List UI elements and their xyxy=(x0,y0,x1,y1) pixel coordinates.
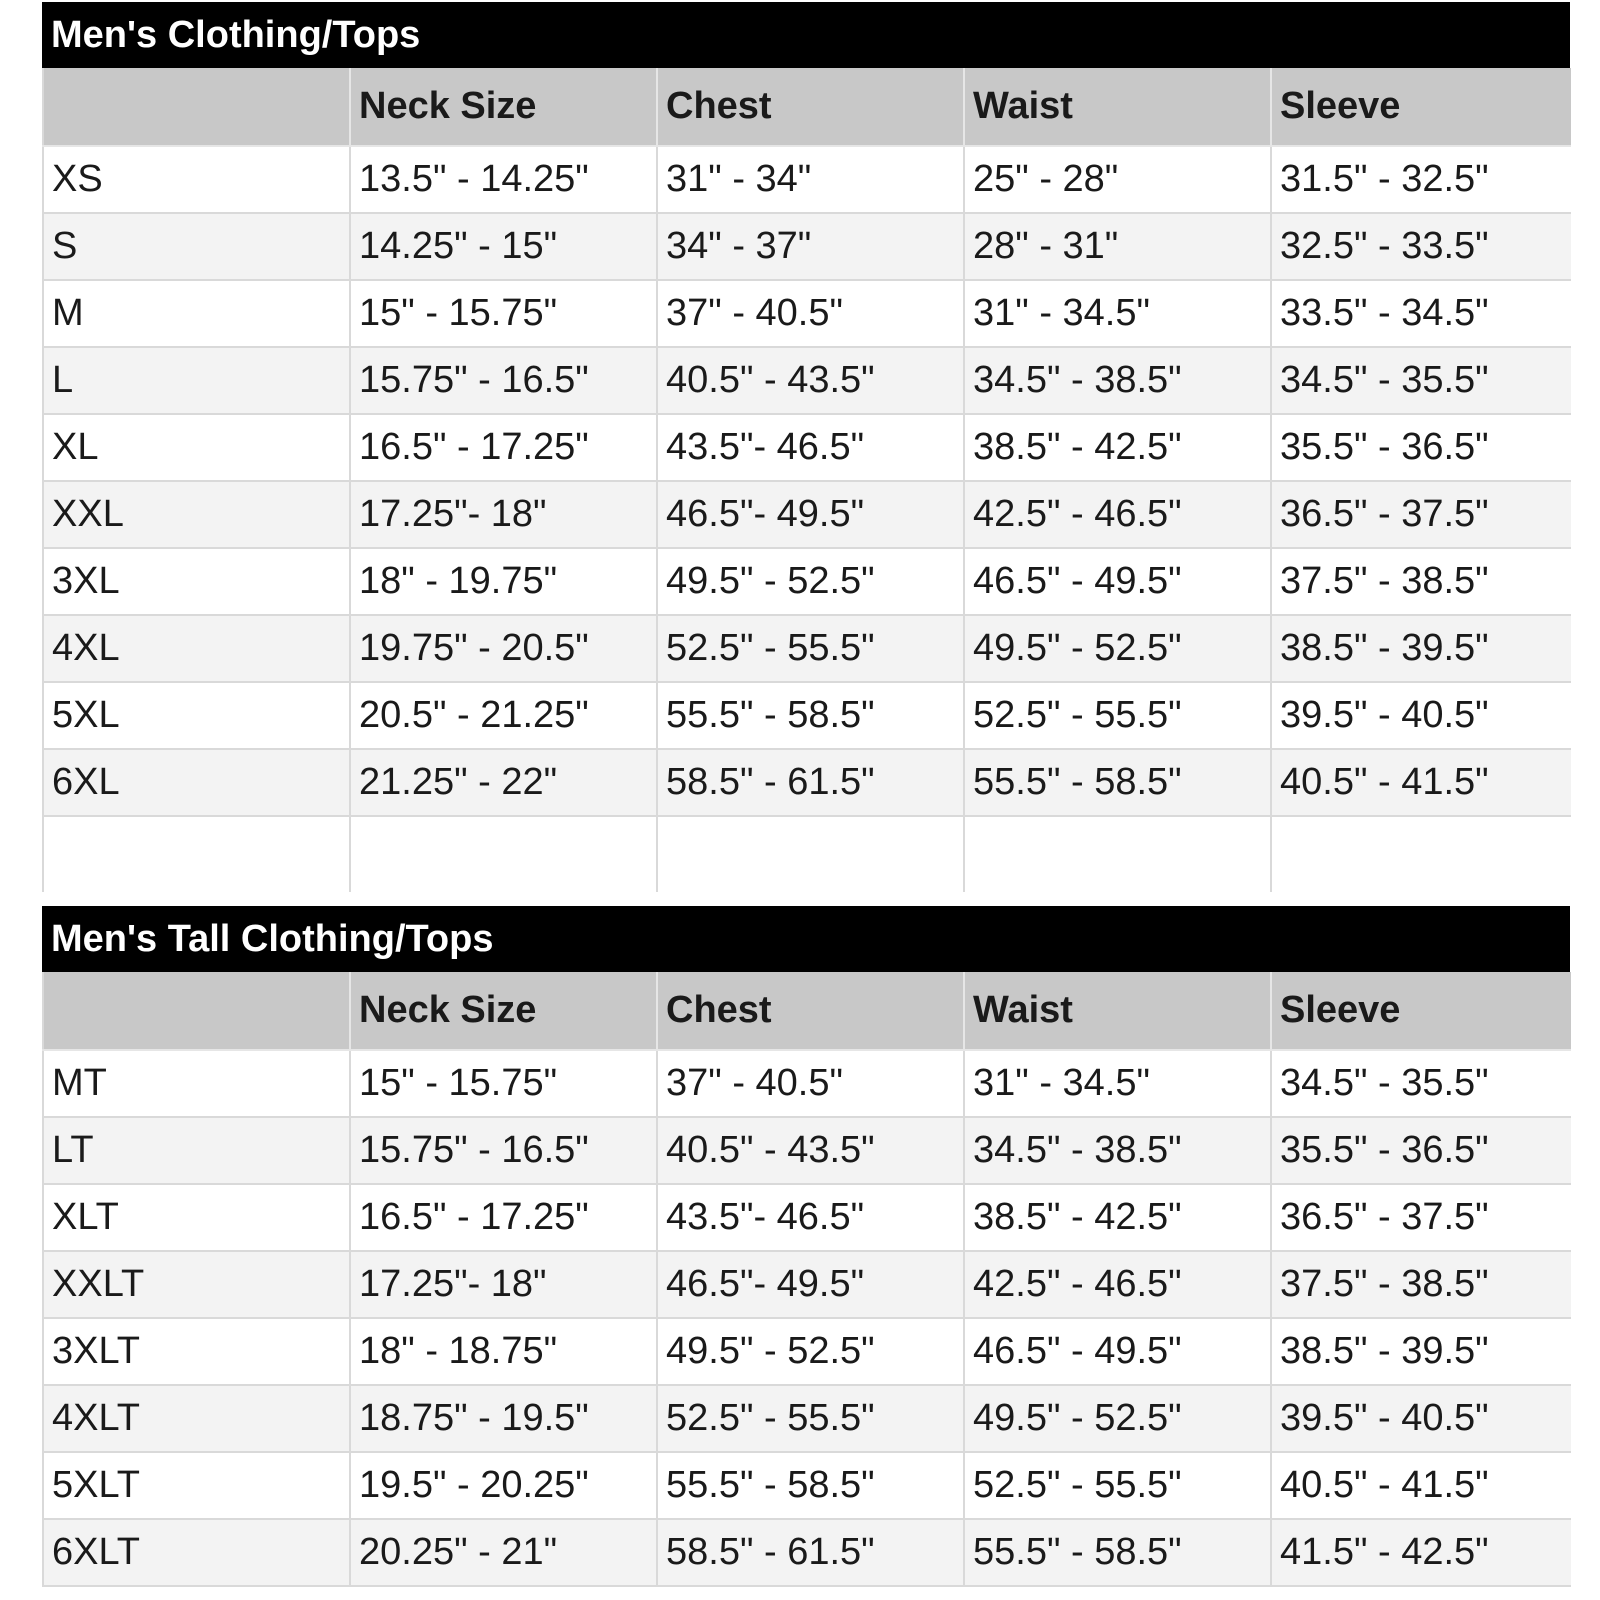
table-row xyxy=(43,347,1571,414)
chest-header: Chest xyxy=(657,68,964,146)
sleeve-cell: 36.5" - 37.5" xyxy=(1271,1184,1571,1251)
size-label-cell: XLT xyxy=(43,1184,350,1251)
neck-size-cell: 13.5" - 14.25" xyxy=(350,146,657,213)
size-label-cell: 4XLT xyxy=(43,1385,350,1452)
chest-cell: 58.5" - 61.5" xyxy=(657,1519,964,1586)
sleeve-header: Sleeve xyxy=(1271,68,1571,146)
table-row xyxy=(43,414,1571,481)
sleeve-cell: 39.5" - 40.5" xyxy=(1271,1385,1571,1452)
chest-cell: 52.5" - 55.5" xyxy=(657,615,964,682)
sleeve-header: Sleeve xyxy=(1271,972,1571,1050)
waist-cell: 52.5" - 55.5" xyxy=(964,682,1271,749)
sleeve-cell: 31.5" - 32.5" xyxy=(1271,146,1571,213)
chest-cell: 55.5" - 58.5" xyxy=(657,1452,964,1519)
chest-cell: 34" - 37" xyxy=(657,213,964,280)
waist-cell: 55.5" - 58.5" xyxy=(964,749,1271,816)
table-header xyxy=(43,68,1571,146)
table-body xyxy=(43,146,1571,892)
sleeve-cell: 34.5" - 35.5" xyxy=(1271,1050,1571,1117)
size-label-cell: 3XL xyxy=(43,548,350,615)
neck-size-header: Neck Size xyxy=(350,972,657,1050)
waist-header: Waist xyxy=(964,972,1271,1050)
size-table xyxy=(42,68,1571,892)
waist-cell: 28" - 31" xyxy=(964,213,1271,280)
chest-cell: 58.5" - 61.5" xyxy=(657,749,964,816)
sleeve-cell: 37.5" - 38.5" xyxy=(1271,548,1571,615)
neck-size-cell: 18.75" - 19.5" xyxy=(350,1385,657,1452)
sleeve-cell: 35.5" - 36.5" xyxy=(1271,414,1571,481)
waist-cell: 34.5" - 38.5" xyxy=(964,347,1271,414)
neck-size-cell: 15" - 15.75" xyxy=(350,1050,657,1117)
empty-cell xyxy=(350,816,657,892)
table-row xyxy=(43,481,1571,548)
neck-size-cell: 18" - 18.75" xyxy=(350,1318,657,1385)
neck-size-cell: 19.5" - 20.25" xyxy=(350,1452,657,1519)
waist-cell: 38.5" - 42.5" xyxy=(964,1184,1271,1251)
size-label-cell: L xyxy=(43,347,350,414)
table-row xyxy=(43,1117,1571,1184)
sleeve-cell: 39.5" - 40.5" xyxy=(1271,682,1571,749)
waist-cell: 42.5" - 46.5" xyxy=(964,481,1271,548)
table-row xyxy=(43,1385,1571,1452)
table-row xyxy=(43,548,1571,615)
chest-cell: 37" - 40.5" xyxy=(657,1050,964,1117)
neck-size-cell: 18" - 19.75" xyxy=(350,548,657,615)
table-body xyxy=(43,1050,1571,1586)
sleeve-cell: 40.5" - 41.5" xyxy=(1271,749,1571,816)
table-row xyxy=(43,1452,1571,1519)
mens-clothing-size-chart xyxy=(42,2,1570,892)
waist-cell: 25" - 28" xyxy=(964,146,1271,213)
waist-cell: 46.5" - 49.5" xyxy=(964,1318,1271,1385)
chest-cell: 52.5" - 55.5" xyxy=(657,1385,964,1452)
neck-size-cell: 19.75" - 20.5" xyxy=(350,615,657,682)
waist-cell: 42.5" - 46.5" xyxy=(964,1251,1271,1318)
size-label-cell: 6XLT xyxy=(43,1519,350,1586)
chest-cell: 46.5"- 49.5" xyxy=(657,481,964,548)
waist-cell: 38.5" - 42.5" xyxy=(964,414,1271,481)
size-label-cell: LT xyxy=(43,1117,350,1184)
chest-header: Chest xyxy=(657,972,964,1050)
size-label-cell: XXL xyxy=(43,481,350,548)
sleeve-cell: 33.5" - 34.5" xyxy=(1271,280,1571,347)
sleeve-cell: 38.5" - 39.5" xyxy=(1271,615,1571,682)
table-row xyxy=(43,1050,1571,1117)
empty-row xyxy=(43,816,1571,892)
size-label-cell: XL xyxy=(43,414,350,481)
size-table xyxy=(42,972,1571,1587)
table-row xyxy=(43,280,1571,347)
neck-size-cell: 15.75" - 16.5" xyxy=(350,1117,657,1184)
table-row xyxy=(43,213,1571,280)
waist-cell: 31" - 34.5" xyxy=(964,280,1271,347)
sleeve-cell: 35.5" - 36.5" xyxy=(1271,1117,1571,1184)
neck-size-cell: 16.5" - 17.25" xyxy=(350,1184,657,1251)
sleeve-cell: 36.5" - 37.5" xyxy=(1271,481,1571,548)
chest-cell: 49.5" - 52.5" xyxy=(657,548,964,615)
table-header xyxy=(43,972,1571,1050)
chest-cell: 37" - 40.5" xyxy=(657,280,964,347)
table-row xyxy=(43,682,1571,749)
waist-cell: 34.5" - 38.5" xyxy=(964,1117,1271,1184)
waist-cell: 31" - 34.5" xyxy=(964,1050,1271,1117)
mens-tall-clothing-size-chart xyxy=(42,906,1570,1587)
sleeve-cell: 38.5" - 39.5" xyxy=(1271,1318,1571,1385)
neck-size-cell: 20.5" - 21.25" xyxy=(350,682,657,749)
sleeve-cell: 40.5" - 41.5" xyxy=(1271,1452,1571,1519)
size-column-header xyxy=(43,68,350,146)
size-label-cell: M xyxy=(43,280,350,347)
waist-cell: 52.5" - 55.5" xyxy=(964,1452,1271,1519)
sleeve-cell: 32.5" - 33.5" xyxy=(1271,213,1571,280)
size-label-cell: 3XLT xyxy=(43,1318,350,1385)
chest-cell: 55.5" - 58.5" xyxy=(657,682,964,749)
waist-cell: 49.5" - 52.5" xyxy=(964,615,1271,682)
size-column-header xyxy=(43,972,350,1050)
header-row xyxy=(43,972,1571,1050)
neck-size-cell: 14.25" - 15" xyxy=(350,213,657,280)
size-label-cell: 6XL xyxy=(43,749,350,816)
table-row xyxy=(43,1251,1571,1318)
chest-cell: 43.5"- 46.5" xyxy=(657,1184,964,1251)
neck-size-header: Neck Size xyxy=(350,68,657,146)
size-label-cell: 5XL xyxy=(43,682,350,749)
neck-size-cell: 17.25"- 18" xyxy=(350,1251,657,1318)
table-row xyxy=(43,1519,1571,1586)
waist-cell: 55.5" - 58.5" xyxy=(964,1519,1271,1586)
empty-cell xyxy=(43,816,350,892)
empty-cell xyxy=(657,816,964,892)
chart-title: Men's Clothing/Tops xyxy=(42,2,1570,68)
table-row xyxy=(43,615,1571,682)
size-label-cell: XS xyxy=(43,146,350,213)
neck-size-cell: 17.25"- 18" xyxy=(350,481,657,548)
chest-cell: 31" - 34" xyxy=(657,146,964,213)
chest-cell: 46.5"- 49.5" xyxy=(657,1251,964,1318)
neck-size-cell: 15" - 15.75" xyxy=(350,280,657,347)
chest-cell: 40.5" - 43.5" xyxy=(657,347,964,414)
chest-cell: 43.5"- 46.5" xyxy=(657,414,964,481)
size-label-cell: 4XL xyxy=(43,615,350,682)
size-label-cell: XXLT xyxy=(43,1251,350,1318)
chart-title: Men's Tall Clothing/Tops xyxy=(42,906,1570,972)
table-row xyxy=(43,1318,1571,1385)
sleeve-cell: 37.5" - 38.5" xyxy=(1271,1251,1571,1318)
size-label-cell: 5XLT xyxy=(43,1452,350,1519)
size-label-cell: S xyxy=(43,213,350,280)
table-row xyxy=(43,1184,1571,1251)
waist-header: Waist xyxy=(964,68,1271,146)
sleeve-cell: 41.5" - 42.5" xyxy=(1271,1519,1571,1586)
neck-size-cell: 21.25" - 22" xyxy=(350,749,657,816)
table-row xyxy=(43,146,1571,213)
table-row xyxy=(43,749,1571,816)
chest-cell: 49.5" - 52.5" xyxy=(657,1318,964,1385)
waist-cell: 49.5" - 52.5" xyxy=(964,1385,1271,1452)
empty-cell xyxy=(964,816,1271,892)
sleeve-cell: 34.5" - 35.5" xyxy=(1271,347,1571,414)
waist-cell: 46.5" - 49.5" xyxy=(964,548,1271,615)
header-row xyxy=(43,68,1571,146)
empty-cell xyxy=(1271,816,1571,892)
neck-size-cell: 20.25" - 21" xyxy=(350,1519,657,1586)
size-label-cell: MT xyxy=(43,1050,350,1117)
neck-size-cell: 16.5" - 17.25" xyxy=(350,414,657,481)
neck-size-cell: 15.75" - 16.5" xyxy=(350,347,657,414)
chest-cell: 40.5" - 43.5" xyxy=(657,1117,964,1184)
